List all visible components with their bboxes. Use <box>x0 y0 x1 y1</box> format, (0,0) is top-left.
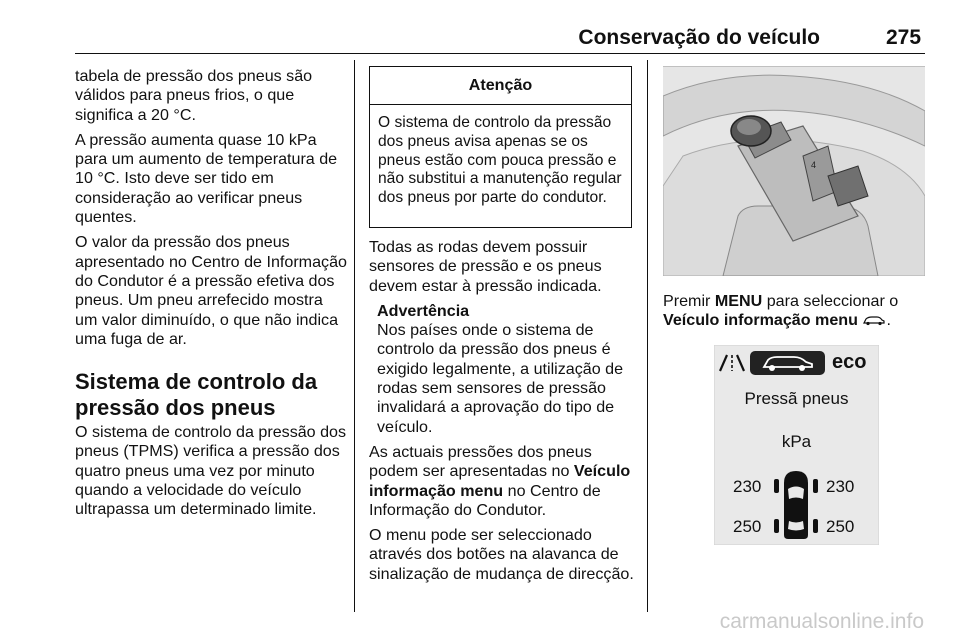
warning-title: Advertência <box>377 301 470 320</box>
running-header-title: Conservação do veículo <box>578 26 820 49</box>
menu-name-bold: Veículo informação menu <box>369 462 631 500</box>
warning-block <box>369 302 634 437</box>
paragraph-pressure-increase: A pressão aumenta quase 10 kPa para um aumento de temperatura de 10 °C. Isto deve ser tido em consideração ao verificar pneus quentes. <box>75 130 338 227</box>
rear-left-pressure: 250 <box>733 517 762 536</box>
turn-signal-lever-illustration <box>663 66 925 276</box>
menu-button-label: MENU <box>714 292 763 310</box>
column-divider-right <box>647 60 648 612</box>
menu-name-bold: Veículo informação menu <box>663 311 858 330</box>
pressure-unit: kPa <box>781 432 812 451</box>
paragraph-sensors: Todas as rodas devem possuir sensores de pressão e os pneus devem estar à pressão indicada. <box>369 238 602 295</box>
front-right-pressure: 230 <box>826 477 855 496</box>
text-run: no Centro de Informação do Condutor. <box>369 481 601 519</box>
svg-text:4: 4 <box>811 160 817 170</box>
notice-body: O sistema de controlo da pressão dos pneus avisa apenas se os pneus estão com pouca pressão e não substitui a manutenção regular dos pneus por parte do condutor. <box>378 114 622 207</box>
text-run: Premir <box>663 292 715 310</box>
text-run: para seleccionar o <box>762 292 899 310</box>
column-1 <box>75 67 347 526</box>
tyre-pressure-display-illustration <box>714 345 879 545</box>
warning-body: Nos países onde o sistema de controlo da pressão dos pneus é exigido legalmente, a utilização de rodas sem sensores de pressão invalidará a aprovação do tipo de veículo. <box>377 321 624 436</box>
paragraph-displayed-value: O valor da pressão dos pneus apresentado no Centro de Informação do Condutor é a pressão efetiva dos pneus. Um pneu arrefecido mostra um valor diminuído, o que não indica uma fuga de ar. <box>75 233 347 348</box>
column-3-text <box>663 292 925 331</box>
text-run: . <box>886 311 891 330</box>
display-title: Pressã pneus <box>744 389 849 408</box>
header-rule <box>75 53 925 54</box>
column-2 <box>369 238 634 590</box>
section-heading: Sistema de controlo da pressão dos pneus <box>75 369 318 421</box>
eco-label: eco <box>832 351 867 373</box>
car-icon <box>862 316 886 326</box>
text-run: As actuais pressões dos pneus podem ser apresentadas no <box>369 442 592 481</box>
paragraph-tpms-intro: O sistema de controlo da pressão dos pneus (TPMS) verifica a pressão dos quatro pneus uma vez por minuto quando a velocidade do veículo ultrapassa um determinado limite. <box>75 423 347 519</box>
car-top-view-icon <box>772 469 820 541</box>
page-number: 275 <box>886 26 922 49</box>
paragraph-current-pressures <box>369 443 634 520</box>
rear-right-pressure: 250 <box>826 517 855 536</box>
column-divider-left <box>354 60 355 612</box>
watermark: carmanualsonline.info <box>719 610 924 633</box>
notice-title: Atenção <box>370 67 631 105</box>
attention-notice <box>369 66 632 228</box>
paragraph-menu-selection: O menu pode ser seleccionado através dos botões na alavanca de sinalização de mudança de direcção. <box>369 526 634 583</box>
front-left-pressure: 230 <box>733 477 762 496</box>
paragraph-cold-tyres: tabela de pressão dos pneus são válidos para pneus frios, o que significa a 20 °C. <box>75 67 313 124</box>
